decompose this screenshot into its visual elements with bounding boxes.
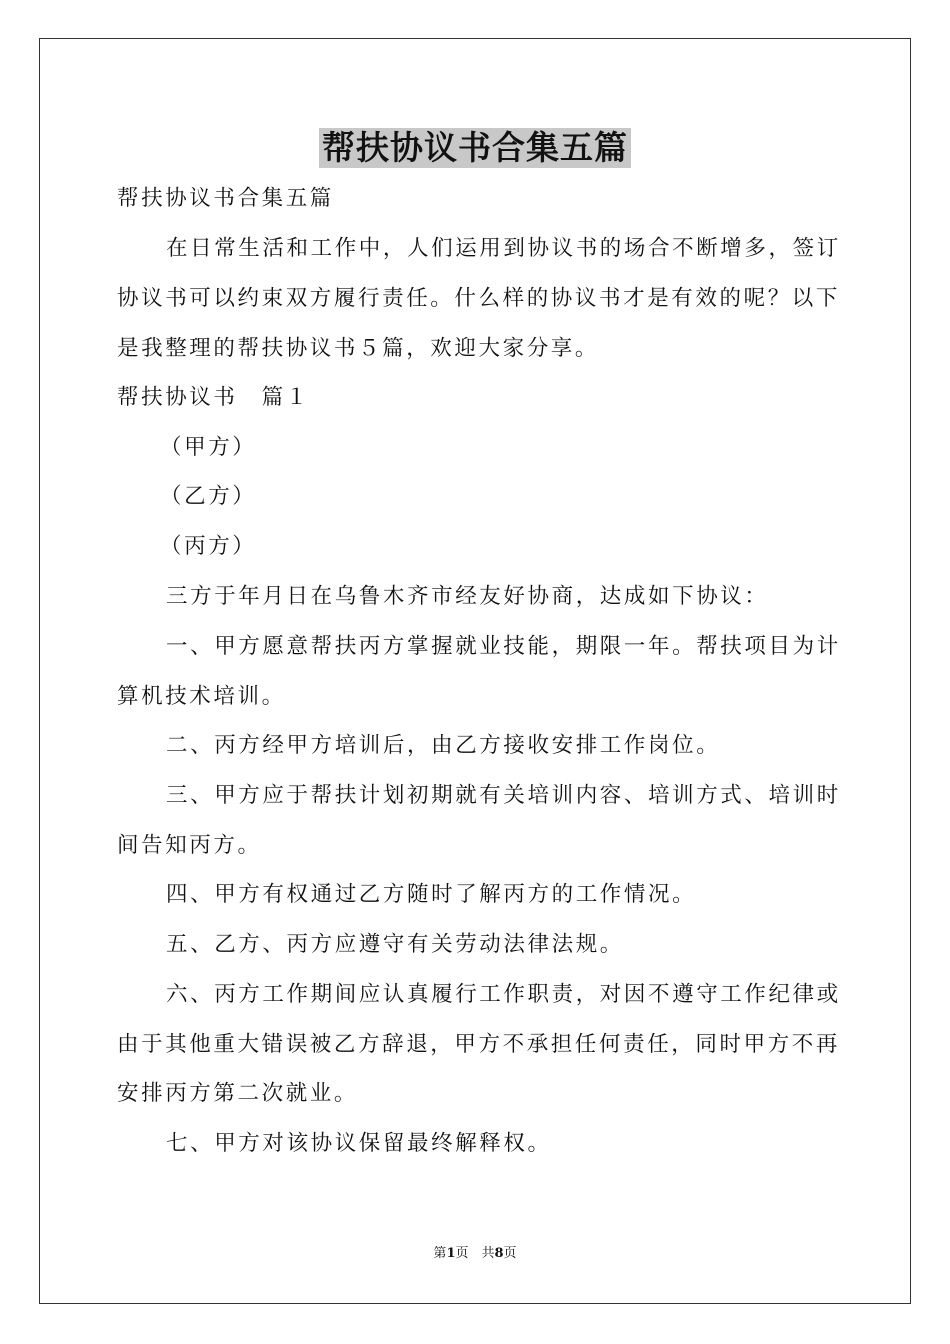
body-line: 五、乙方、丙方应遵守有关劳动法律法规。 xyxy=(166,932,624,957)
page-frame xyxy=(39,38,911,1304)
page-footer xyxy=(0,1245,950,1263)
title-wrap xyxy=(0,128,950,168)
body-line: 间告知丙方。 xyxy=(117,833,262,858)
body-line: 一、甲方愿意帮扶丙方掌握就业技能，期限一年。帮扶项目为计 xyxy=(166,634,841,659)
body-line: 二、丙方经甲方培训后，由乙方接收安排工作岗位。 xyxy=(166,733,721,758)
footer-page-prefix: 第 xyxy=(433,1246,447,1261)
party-a: （甲方） xyxy=(160,435,257,460)
party-b: （乙方） xyxy=(160,484,257,509)
document-subtitle: 帮扶协议书合集五篇 xyxy=(117,186,334,211)
body-line: 三、甲方应于帮扶计划初期就有关培训内容、培训方式、培训时 xyxy=(166,783,841,808)
party-c: （丙方） xyxy=(160,534,257,559)
body-line: 由于其他重大错误被乙方辞退，甲方不承担任何责任，同时甲方不再 xyxy=(117,1032,841,1057)
intro-line: 是我整理的帮扶协议书５篇，欢迎大家分享。 xyxy=(117,336,600,361)
section-heading: 帮扶协议书 篇１ xyxy=(117,385,310,410)
body-line: 六、丙方工作期间应认真履行工作职责，对因不遵守工作纪律或 xyxy=(166,982,841,1007)
body-line: 七、甲方对该协议保留最终解释权。 xyxy=(166,1131,552,1156)
body-line: 四、甲方有权通过乙方随时了解丙方的工作情况。 xyxy=(166,882,697,907)
intro-line: 协议书可以约束双方履行责任。什么样的协议书才是有效的呢？以下 xyxy=(117,286,841,311)
document-title: 帮扶协议书合集五篇 xyxy=(319,128,631,168)
footer-page-current: 1 xyxy=(446,1246,456,1261)
body-line: 三方于年月日在乌鲁木齐市经友好协商，达成如下协议： xyxy=(166,584,769,609)
footer-page-suffix: 页 xyxy=(503,1246,517,1261)
body-line: 算机技术培训。 xyxy=(117,684,286,709)
intro-line: 在日常生活和工作中，人们运用到协议书的场合不断增多，签订 xyxy=(166,236,841,261)
footer-page-total: 8 xyxy=(494,1246,504,1261)
footer-page-mid: 页 共 xyxy=(455,1246,495,1261)
body-line: 安排丙方第二次就业。 xyxy=(117,1081,359,1106)
